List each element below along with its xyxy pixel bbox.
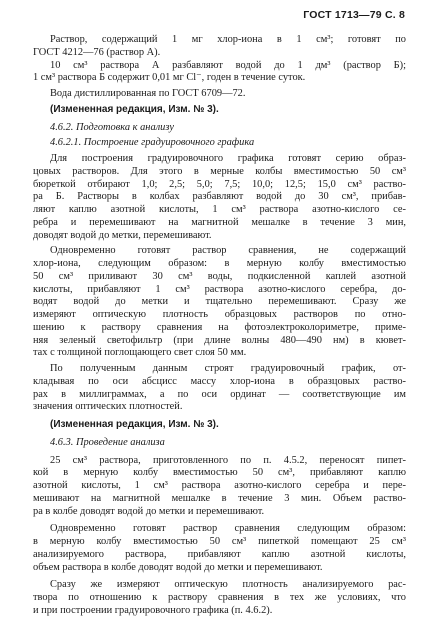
- text-line: твора по отношению к раствору сравнения в тех же условиях, что: [33, 592, 406, 603]
- text-line: 4.6.3. Проведение анализа: [50, 436, 165, 448]
- text-line: анализируемого раствора, прибавляют каплю азотной кислоты,: [33, 548, 406, 560]
- text-line: ляют каплю азотной кислоты, 1 см³ раствора азотно-кислого се-: [33, 204, 406, 215]
- text-line: няя зеленый светофильтр (при длине волны 480—490 нм) в кювет-: [33, 334, 406, 346]
- text-line: Сразу же измеряют оптическую плотность анализируемого рас-: [50, 579, 406, 591]
- text-line: Для построения градуировочного графика готовят серию образ-: [50, 153, 406, 164]
- text-line: тах с толщиной поглощающего свет слоя 50 мм.: [33, 347, 247, 359]
- text-line: 25 см³ раствора, приготовленного по п. 4.5.2, переносят пипет-: [50, 454, 406, 466]
- text-line: азотной кислоты, 1 см³ раствора азотно-кислого серебра и пере-: [33, 480, 406, 491]
- text-line: рах в миллиграммах, а по оси ординат — соответствующие им: [33, 388, 406, 400]
- text-line: (Измененная редакция, Изм. № 3).: [50, 419, 219, 430]
- text-line: 1 см³ раствора Б содержит 0,01 мг Cl⁻, годен в течение суток.: [33, 72, 306, 84]
- text-line: Раствор, содержащий 1 мг хлор-иона в 1 см³; готовят по: [50, 34, 406, 45]
- text-line: ра в колбе доводят водой до метки и перемешивают.: [33, 505, 265, 517]
- text-line: хлор-иона, следующим образом: в мерную колбу вместимостью: [33, 258, 406, 269]
- text-line: 4.6.2.1. Построение градуировочного графика: [50, 137, 255, 149]
- text-line: 50 см³ приливают 30 см³ воды, подкисленной каплей азотной: [33, 270, 406, 282]
- text-line: 4.6.2. Подготовка к анализу: [50, 121, 174, 133]
- text-line: ГОСТ 4212—76 (раствор А).: [33, 46, 161, 58]
- text-line: бюреткой отбирают 1,0; 2,5; 5,0; 7,5; 10,0; 12,5; 15,0 см³ раство-: [33, 178, 406, 190]
- text-line: По полученным данным строят градуировочный график, от-: [50, 363, 406, 374]
- text-line: цовых растворов. Для этого в мерные колбы вместимостью 50 см³: [33, 165, 406, 177]
- text-line: мешивают на магнитной мешалке в течение 3 мин. Объем раство-: [33, 492, 406, 504]
- text-line: и при построении градуировочного графика (п. 4.6.2).: [33, 604, 273, 616]
- text-line: Вода дистиллированная по ГОСТ 6709—72.: [50, 88, 246, 99]
- text-line: (Измененная редакция, Изм. № 3).: [50, 103, 219, 115]
- text-line: объем раствора в колбе доводят водой до метки и перемешивают.: [33, 561, 323, 573]
- text-line: кладывая по оси абсцисс массу хлор-иона в образцовых раство-: [33, 375, 406, 387]
- text-line: ра Б. Растворы в колбах разбавляют водой до 30 см³, прибав-: [33, 191, 406, 203]
- text-line: измеряют оптическую плотность образцовых растворов по отно-: [33, 309, 406, 320]
- text-line: кислоты, прибавляют 1 см³ раствора азотно-кислого серебра, до-: [33, 283, 406, 295]
- text-line: шению к раствору сравнения на фотоэлектроколориметре, приме-: [33, 321, 406, 333]
- text-line: 10 см³ раствора А разбавляют водой до 1 дм³ (раствор Б);: [50, 59, 406, 71]
- page-header: ГОСТ 1713—79 С. 8: [303, 9, 405, 21]
- text-line: водят водой до метки и тщательно перемешивают. Сразу же: [33, 296, 406, 308]
- text-line: значения оптических плотностей.: [33, 401, 183, 413]
- text-line: Одновременно готовят раствор сравнения следующим образом:: [50, 523, 406, 535]
- text-line: кой в мерную колбу вместимостью 50 см³, прибавляют каплю: [33, 467, 406, 479]
- text-line: в мерную колбу вместимостью 50 см³ пипеткой помещают 25 см³: [33, 536, 406, 547]
- document-body: [33, 34, 406, 618]
- text-line: ребра и перемешивают на магнитной мешалке в течение 3 мин,: [33, 216, 406, 228]
- text-line: Одновременно готовят раствор сравнения, не содержащий: [50, 245, 406, 257]
- text-line: доводят водой до метки, перемешивают.: [33, 229, 212, 241]
